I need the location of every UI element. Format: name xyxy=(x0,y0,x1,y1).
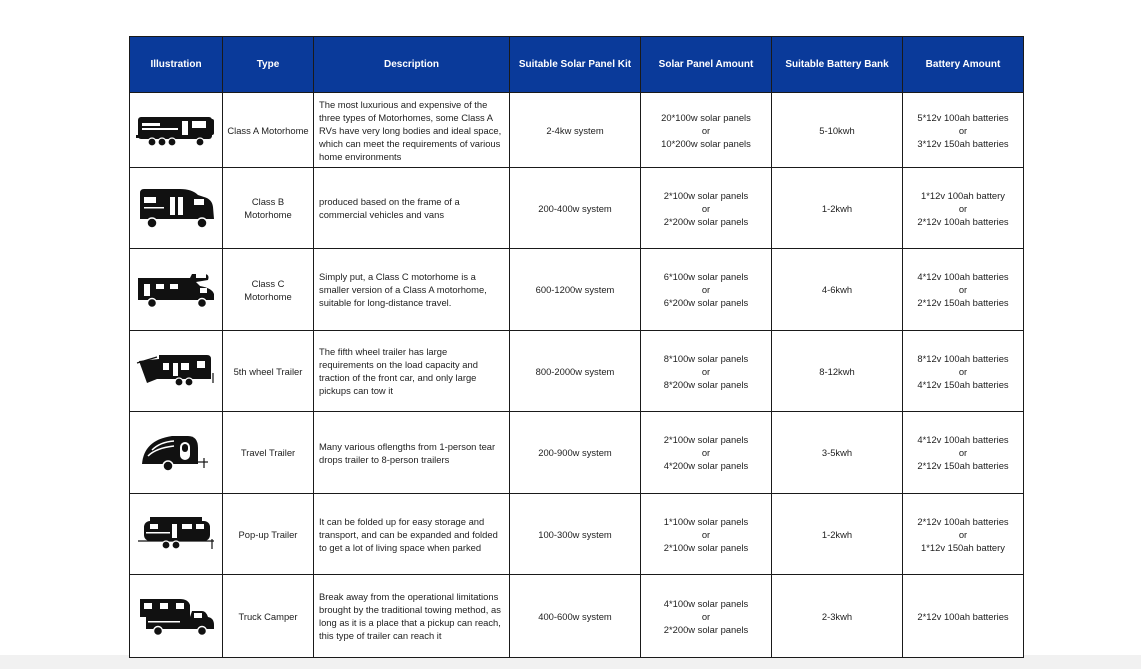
solar-amount-cell xyxy=(641,575,772,658)
solar-amount-line: 10*200w solar panels xyxy=(661,137,751,149)
battery-amount-cell xyxy=(903,575,1024,658)
battery-amount-cell xyxy=(903,249,1024,331)
description-cell: The most luxurious and expensive of the three types of Motorhomes, some Class A RVs have very long bodies and ideal space, which can meet the requirements of various home environments xyxy=(314,93,510,168)
type-cell: 5th wheel Trailer xyxy=(223,331,314,412)
illustration-cell xyxy=(130,331,223,412)
battery-amount-line: or xyxy=(958,528,968,540)
solar-kit-cell: 200-900w system xyxy=(510,412,641,494)
description-cell: Simply put, a Class C motorhome is a smaller version of a Class A motorhome, suitable for long-distance travel. xyxy=(314,249,510,331)
type-cell: Class B Motorhome xyxy=(223,168,314,249)
header-battery-bank: Suitable Battery Bank xyxy=(772,37,903,93)
solar-amount-line: 2*100w solar panels xyxy=(663,189,749,201)
battery-amount-line: 2*12v 150ah batteries xyxy=(917,460,1009,471)
solar-amount-line: or xyxy=(701,528,711,540)
battery-amount-line: 2*12v 100ah batteries xyxy=(917,610,1009,622)
header-solar-kit: Suitable Solar Panel Kit xyxy=(510,37,641,93)
solar-amount-line: 1*100w solar panels xyxy=(663,515,749,527)
type-cell: Truck Camper xyxy=(223,575,314,658)
battery-amount-line: or xyxy=(958,202,968,214)
class-c-motorhome-icon xyxy=(136,270,216,310)
rv-solar-table xyxy=(129,36,1024,658)
description-cell: The fifth wheel trailer has large requirements on the load capacity and traction of the front car, and only large pickups can tow it xyxy=(314,331,510,412)
illustration-cell xyxy=(130,168,223,249)
solar-amount-line: 4*100w solar panels xyxy=(663,597,749,609)
class-a-motorhome-icon xyxy=(136,111,216,149)
table-row xyxy=(130,412,1024,494)
solar-amount-cell xyxy=(641,412,772,494)
battery-amount-line: 4*12v 100ah batteries xyxy=(917,271,1009,282)
table-row xyxy=(130,331,1024,412)
illustration-cell xyxy=(130,494,223,575)
battery-amount-line: or xyxy=(958,447,968,458)
description-cell: Many various oflengths from 1-person tear drops trailer to 8-person trailers xyxy=(314,412,510,494)
truck-camper-icon xyxy=(136,595,216,637)
solar-amount-line: 20*100w solar panels xyxy=(661,111,751,123)
battery-amount-line: or xyxy=(958,365,968,377)
solar-amount-line: or xyxy=(701,610,711,622)
battery-bank-cell: 5-10kwh xyxy=(772,93,903,168)
battery-amount-line: 4*12v 100ah batteries xyxy=(917,434,1009,445)
solar-amount-cell xyxy=(641,249,772,331)
solar-kit-cell: 2-4kw system xyxy=(510,93,641,168)
type-cell: Travel Trailer xyxy=(223,412,314,494)
battery-amount-line: 3*12v 150ah batteries xyxy=(917,137,1009,149)
solar-amount-cell xyxy=(641,494,772,575)
solar-amount-line: or xyxy=(701,202,711,214)
solar-amount-line: 6*200w solar panels xyxy=(663,297,749,308)
solar-amount-line: 4*200w solar panels xyxy=(663,460,749,471)
solar-amount-cell xyxy=(641,331,772,412)
battery-amount-line: 2*12v 150ah batteries xyxy=(917,297,1009,308)
battery-amount-line: or xyxy=(958,124,968,136)
battery-bank-cell: 2-3kwh xyxy=(772,575,903,658)
type-cell: Class C Motorhome xyxy=(223,249,314,331)
solar-amount-line: 2*100w solar panels xyxy=(663,541,749,553)
solar-kit-cell: 400-600w system xyxy=(510,575,641,658)
solar-amount-line: 6*100w solar panels xyxy=(663,271,749,282)
solar-amount-line: or xyxy=(701,365,711,377)
table-row xyxy=(130,575,1024,658)
header-battery-amount: Battery Amount xyxy=(903,37,1024,93)
battery-amount-line: or xyxy=(958,284,968,295)
fifth-wheel-trailer-icon xyxy=(135,351,217,391)
solar-amount-line: 8*200w solar panels xyxy=(663,378,749,390)
description-cell: Break away from the operational limitations brought by the traditional towing method, as long as it is a place that a pickup can reach, this type of trailer can reach it xyxy=(314,575,510,658)
solar-kit-cell: 600-1200w system xyxy=(510,249,641,331)
battery-bank-cell: 3-5kwh xyxy=(772,412,903,494)
solar-amount-line: or xyxy=(701,284,711,295)
battery-amount-cell xyxy=(903,93,1024,168)
solar-amount-line: 2*200w solar panels xyxy=(663,215,749,227)
table-row xyxy=(130,249,1024,331)
battery-amount-line: 8*12v 100ah batteries xyxy=(917,352,1009,364)
class-b-motorhome-icon xyxy=(136,185,216,231)
header-description: Description xyxy=(314,37,510,93)
solar-amount-line: or xyxy=(701,447,711,458)
illustration-cell xyxy=(130,412,223,494)
table-row xyxy=(130,168,1024,249)
battery-amount-cell xyxy=(903,412,1024,494)
description-cell: produced based on the frame of a commercial vehicles and vans xyxy=(314,168,510,249)
solar-kit-cell: 800-2000w system xyxy=(510,331,641,412)
battery-bank-cell: 4-6kwh xyxy=(772,249,903,331)
solar-amount-line: or xyxy=(701,124,711,136)
table-row xyxy=(130,494,1024,575)
description-cell: It can be folded up for easy storage and transport, and can be expanded and folded to get a lot of living space when parked xyxy=(314,494,510,575)
battery-bank-cell: 1-2kwh xyxy=(772,168,903,249)
header-illustration: Illustration xyxy=(130,37,223,93)
solar-kit-cell: 100-300w system xyxy=(510,494,641,575)
header-row xyxy=(130,37,1024,93)
battery-amount-line: 2*12v 100ah batteries xyxy=(917,515,1009,527)
solar-amount-cell xyxy=(641,93,772,168)
type-cell: Pop-up Trailer xyxy=(223,494,314,575)
solar-amount-line: 2*200w solar panels xyxy=(663,623,749,635)
battery-amount-line: 5*12v 100ah batteries xyxy=(917,111,1009,123)
solar-kit-cell: 200-400w system xyxy=(510,168,641,249)
illustration-cell xyxy=(130,575,223,658)
battery-amount-line: 4*12v 150ah batteries xyxy=(917,378,1009,390)
battery-bank-cell: 1-2kwh xyxy=(772,494,903,575)
battery-bank-cell: 8-12kwh xyxy=(772,331,903,412)
battery-amount-line: 2*12v 100ah batteries xyxy=(917,215,1009,227)
battery-amount-cell xyxy=(903,331,1024,412)
header-type: Type xyxy=(223,37,314,93)
solar-amount-cell xyxy=(641,168,772,249)
table-row xyxy=(130,93,1024,168)
battery-amount-cell xyxy=(903,494,1024,575)
solar-amount-line: 2*100w solar panels xyxy=(663,434,749,445)
travel-trailer-icon xyxy=(136,432,216,474)
solar-amount-line: 8*100w solar panels xyxy=(663,352,749,364)
header-solar-amount: Solar Panel Amount xyxy=(641,37,772,93)
battery-amount-line: 1*12v 100ah battery xyxy=(921,189,1005,201)
battery-amount-cell xyxy=(903,168,1024,249)
battery-amount-line: 1*12v 150ah battery xyxy=(921,541,1005,553)
illustration-cell xyxy=(130,249,223,331)
type-cell: Class A Motorhome xyxy=(223,93,314,168)
pop-up-trailer-icon xyxy=(136,515,216,553)
illustration-cell xyxy=(130,93,223,168)
